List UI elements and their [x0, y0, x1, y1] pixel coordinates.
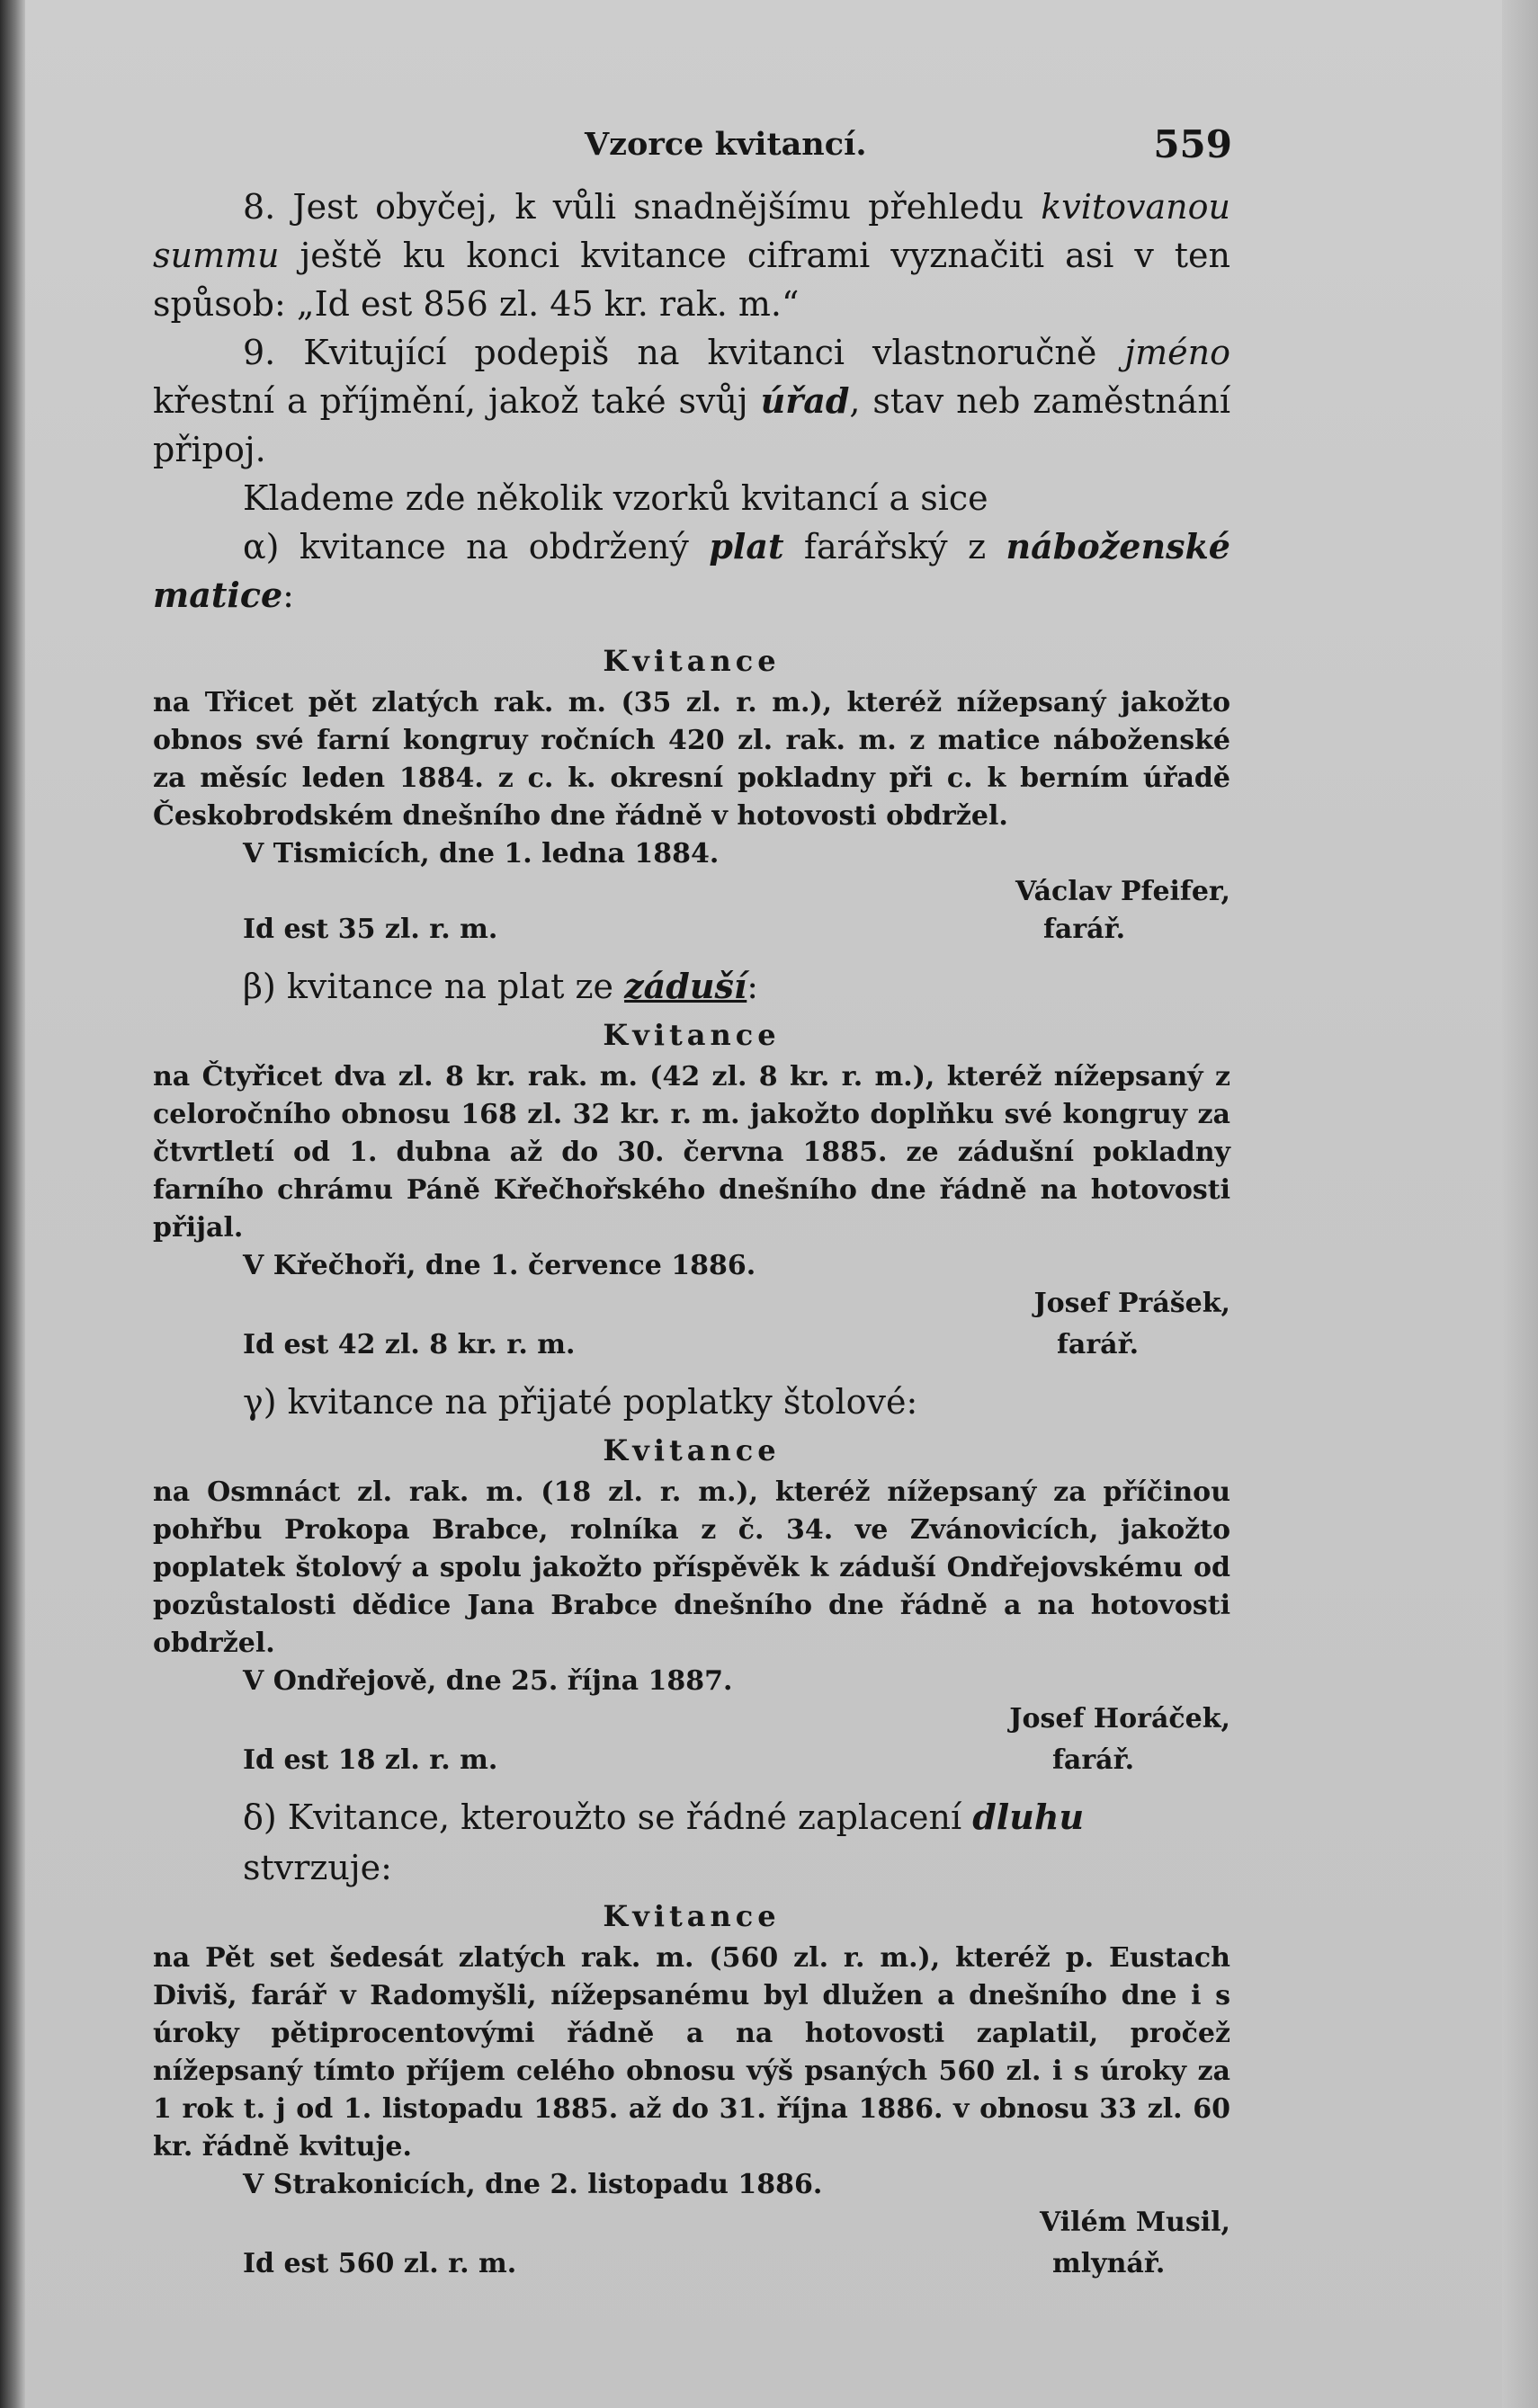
- section-beta-heading: β) kvitance na plat ze záduší:: [243, 966, 759, 1006]
- book-spine-shadow: [0, 0, 25, 2408]
- receipt-a-place-date: V Tismicích, dne 1. ledna 1884.: [243, 838, 720, 870]
- receipt-b-signer: Josef Prášek,: [1033, 1288, 1230, 1319]
- receipt-d-id-est: Id est 560 zl. r. m.: [243, 2248, 517, 2279]
- section-gamma-heading: γ) kvitance na přijaté poplatky štolové:: [243, 1382, 918, 1422]
- section-delta-heading: δ) Kvitance, kteroužto se řádné zaplacení dluhu stvrzuje:: [243, 1797, 1085, 1887]
- receipt-c-heading: Kvitance: [603, 1433, 781, 1467]
- receipt-c-signer: Josef Horáček,: [1009, 1703, 1230, 1735]
- receipt-b-text: na Čtyřicet dva zl. 8 kr. rak. m. (42 zl. 8 kr. r. m.), kteréž nížepsaný z celoročního obnosu 168 zl. 32 kr. r. m. jakožto doplňku své kongruy za čtvrtletí od 1. dubna až do 30. června 1885. ze zádušní pokladny farního chrámu Páně Křečhořského dnešního dne řádně na hotovosti přijal.: [153, 1061, 1230, 1244]
- running-header: [243, 122, 1232, 180]
- receipt-d-id-row: [153, 2245, 1230, 2283]
- paragraph-8: 8. Jest obyčej, k vůli snadnějšímu přehledu kvitovanou summu ještě ku konci kvitance ciframi vyznačiti asi v ten spůsob: „Id est 856 zl. 45 kr. rak. m.“: [153, 187, 1230, 324]
- receipt-d-role: mlynář.: [1052, 2248, 1166, 2279]
- receipt-a-text: na Třicet pět zlatých rak. m. (35 zl. r. m.), kteréž nížepsaný jakožto obnos své farní kongruy ročních 420 zl. rak. m. z matice náboženské za měsíc leden 1884. z c. k. okresní pokladny při c. k berním úřadě Českobrodském dnešního dne řádně v hotovosti obdržel.: [153, 687, 1230, 832]
- receipt-d-place-date: V Strakonicích, dne 2. listopadu 1886.: [243, 2169, 823, 2200]
- running-title: Vzorce kvitancí.: [585, 126, 867, 163]
- paragraph-intro-samples: Klademe zde několik vzorků kvitancí a sice: [243, 478, 988, 518]
- page-number: 559: [1153, 122, 1232, 166]
- receipt-a-id-row: [153, 911, 1230, 949]
- receipt-c-signer-row: [153, 1700, 1230, 1742]
- receipt-b-signer-row: [153, 1285, 1230, 1326]
- receipt-b-id-row: [153, 1326, 1230, 1364]
- receipt-a-signer: Václav Pfeifer,: [1015, 876, 1230, 907]
- page-body: [153, 183, 1230, 2283]
- receipt-a-role: farář.: [1043, 914, 1126, 945]
- receipt-d-text: na Pět set šedesát zlatých rak. m. (560 zl. r. m.), kteréž p. Eustach Diviš, farář v Radomyšli, nížepsanému byl dlužen a dnešního dne i s úroky pětiprocentovými řádně a na hotovosti zaplatil, pročež nížepsaný tímto příjem celého obnosu výš psaných 560 zl. i s úroky za 1 rok t. j od 1. listopadu 1885. až do 31. října 1886. v obnosu 33 zl. 60 kr. řádně kvituje.: [153, 1942, 1230, 2163]
- page-edge: [1502, 0, 1538, 2408]
- receipt-b-id-est: Id est 42 zl. 8 kr. r. m.: [243, 1329, 576, 1360]
- receipt-c-role: farář.: [1052, 1744, 1135, 1776]
- receipt-d-heading: Kvitance: [603, 1899, 781, 1933]
- receipt-c-id-est: Id est 18 zl. r. m.: [243, 1744, 498, 1776]
- section-alpha-heading: α) kvitance na obdržený plat farářský z náboženské matice:: [153, 526, 1230, 615]
- receipt-a-id-est: Id est 35 zl. r. m.: [243, 914, 498, 945]
- receipt-d-signer: Vilém Musil,: [1040, 2207, 1230, 2238]
- receipt-a-heading: Kvitance: [603, 644, 781, 678]
- receipt-c-text: na Osmnáct zl. rak. m. (18 zl. r. m.), kteréž nížepsaný za příčinou pohřbu Prokopa Brabce, rolníka z č. 34. ve Zvánovicích, jakožto poplatek štolový a spolu jakožto příspěvěk k záduší Ondřejovskému od pozůstalosti dědice Jana Brabce dnešního dne řádně a na hotovosti obdržel.: [153, 1476, 1230, 1659]
- receipt-c-place-date: V Ondřejově, dne 25. října 1887.: [243, 1665, 733, 1697]
- receipt-a-signer-row: [153, 873, 1230, 911]
- paragraph-9: 9. Kvitující podepiš na kvitanci vlastnoručně jméno křestní a příjmění, jakož také svůj úřad, stav neb zaměstnání připoj.: [153, 333, 1230, 469]
- receipt-b-role: farář.: [1057, 1329, 1140, 1360]
- receipt-b-heading: Kvitance: [603, 1018, 781, 1052]
- receipt-d-signer-row: [153, 2204, 1230, 2245]
- receipt-c-id-row: [153, 1742, 1230, 1779]
- receipt-b-place-date: V Křečhoři, dne 1. července 1886.: [243, 1250, 756, 1281]
